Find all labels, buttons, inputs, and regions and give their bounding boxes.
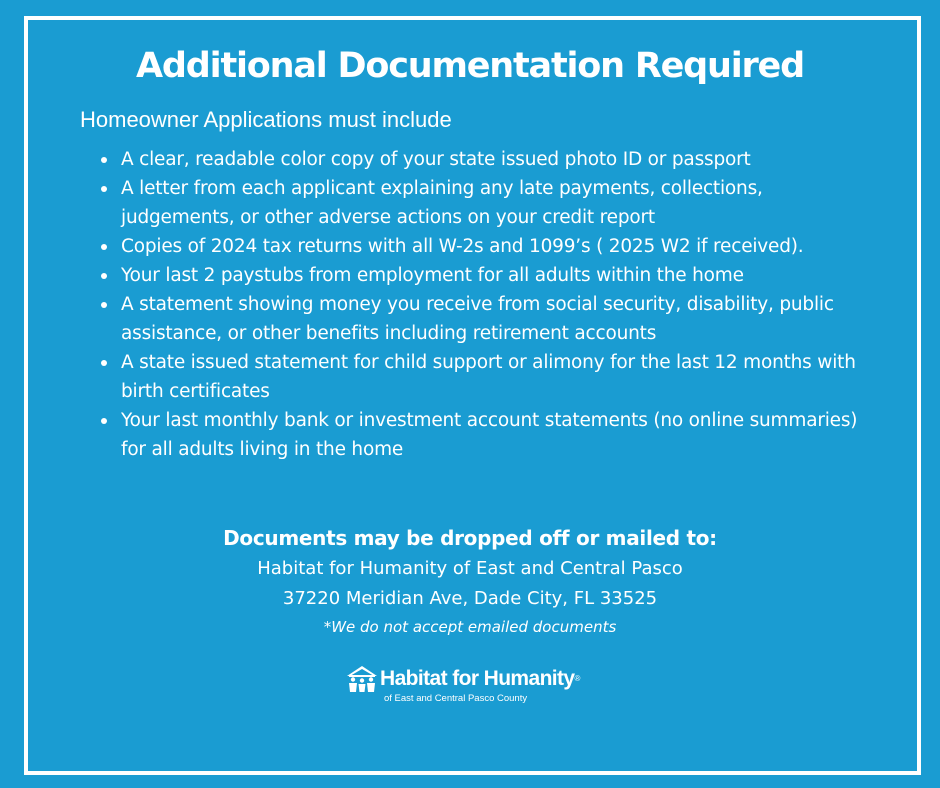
list-item: [98, 348, 858, 406]
list-item: [98, 232, 858, 261]
list-item-text: A state issued statement for child support or alimony for the last 12 months with birth certificates: [121, 352, 856, 402]
requirements-list: [98, 145, 858, 464]
dropoff-heading: Documents may be dropped off or mailed to:: [223, 526, 717, 550]
list-item: [98, 406, 858, 464]
registered-mark: ®: [574, 674, 580, 683]
list-item: [98, 261, 858, 290]
logo-wordmark: Habitat for Humanity®: [380, 667, 580, 690]
bullet-icon: [101, 302, 107, 308]
list-item-text: A letter from each applicant explaining any late payments, collections, judgements, or other adverse actions on your credit report: [121, 178, 763, 228]
logo-subtitle: of East and Central Pasco County: [384, 693, 528, 704]
habitat-house-people-icon: [346, 665, 378, 693]
bullet-icon: [101, 186, 107, 192]
page-title: Additional Documentation Required: [136, 46, 804, 86]
bullet-icon: [101, 360, 107, 366]
organization-line: Habitat for Humanity of East and Central Pasco: [257, 558, 683, 579]
address-line: 37220 Meridian Ave, Dade City, FL 33525: [282, 588, 658, 609]
list-item-text: A clear, readable color copy of your state issued photo ID or passport: [121, 149, 751, 170]
list-item-text: A statement showing money you receive from social security, disability, public assistance, or other benefits including retirement accounts: [121, 294, 834, 344]
bullet-icon: [101, 418, 107, 424]
list-item: [98, 145, 858, 174]
dropoff-section: [0, 522, 940, 639]
bullet-icon: [101, 273, 107, 279]
bullet-icon: [101, 244, 107, 250]
email-note: *We do not accept emailed documents: [323, 618, 617, 636]
list-item-text: Your last 2 paystubs from employment for all adults within the home: [121, 265, 744, 286]
list-item: [98, 290, 858, 348]
bullet-icon: [101, 157, 107, 163]
list-item-text: Your last monthly bank or investment account statements (no online summaries) for all adults living in the home: [121, 410, 858, 460]
section-subtitle: Homeowner Applications must include: [80, 107, 452, 132]
list-item-text: Copies of 2024 tax returns with all W-2s and 1099’s ( 2025 W2 if received).: [121, 236, 804, 257]
habitat-logo: [346, 662, 596, 710]
list-item: [98, 174, 858, 232]
